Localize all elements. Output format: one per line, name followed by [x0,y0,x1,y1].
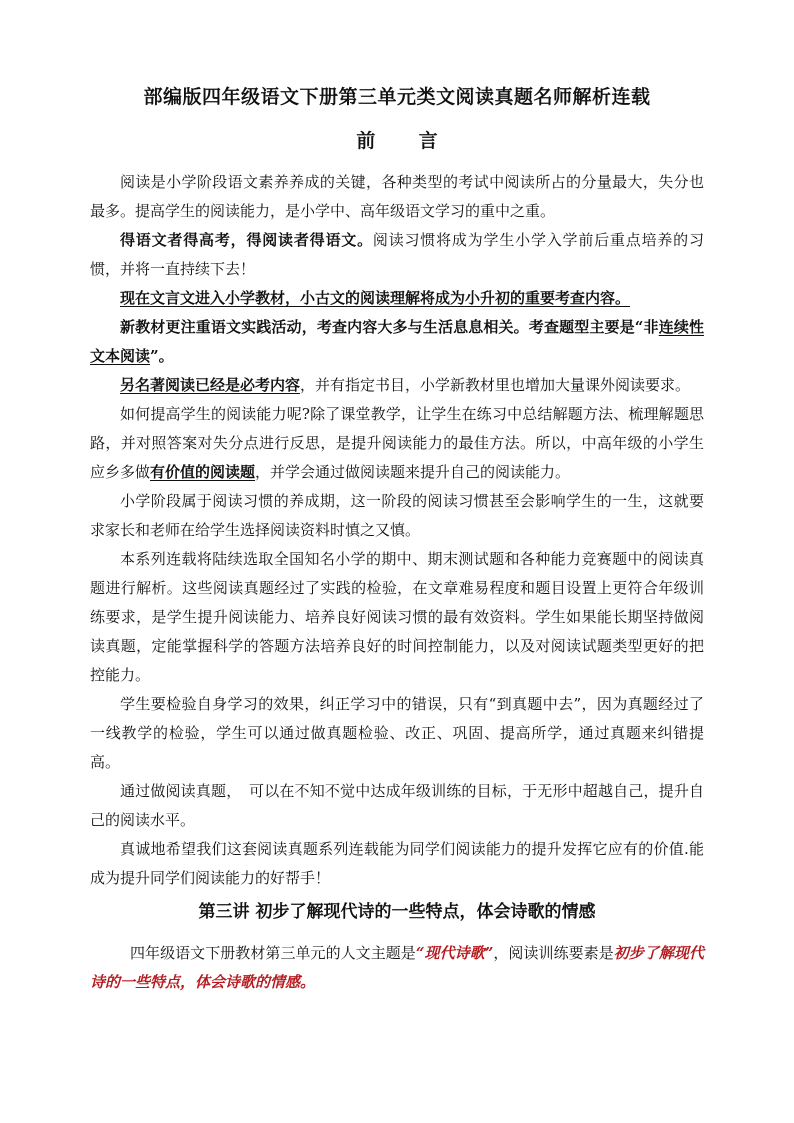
lecture-intro-red-2: 初步了解现代诗的一些特点，体会诗歌的情感。 [90,944,704,991]
paragraph-2-rest: 阅读习惯将成为学生小学入学前后重点培养的习惯，并将一直持续下去！ [90,231,704,278]
paragraph-3: 现在文言文进入小学教材，小古文的阅读理解将成为小升初的重要考查内容。 [120,289,631,307]
paragraph-5 [90,371,704,400]
preface-char-1: 前 [356,130,376,152]
paragraph-4 [90,313,704,371]
paragraph-5-underline: 另名著阅读已经是必考内容 [120,376,301,394]
paragraph-10: 通过做阅读真题， 可以在不知不觉中达成年级训练的目标，于无形中超越自己，提升自己的阅读水平。 [90,782,704,829]
paragraph-6 [90,400,704,487]
paragraph-4-b: ”。 [150,347,174,365]
preface-heading [90,128,704,154]
paragraph-4-underline: 连续性文本阅读 [90,318,704,365]
paragraph-11: 真诚地希望我们这套阅读真题系列连载能为同学们阅读能力的提升发挥它应有的价值.能成为提升同学们阅读能力的好帮手！ [90,840,704,887]
paragraph-9: 学生要检验自身学习的效果，纠正学习中的错误，只有“到真题中去”，因为真题经过了一线教学的检验，学生可以通过做真题检验、改正、巩固、提高所学，通过真题来纠错提高。 [90,695,704,771]
lecture-intro-a: 四年级语文下册教材第三单元的人文主题是 [130,944,416,962]
paragraph-7: 小学阶段属于阅读习惯的养成期，这一阶段的阅读习惯甚至会影响学生的一生，这就要求家长和老师在给学生选择阅读资料时慎之又慎。 [90,492,704,539]
document-page [90,84,704,997]
paragraph-4-a: 新教材更注重语文实践活动，考查内容大多与生活息息相关。考查题型主要是“非 [120,318,659,336]
paragraph-8: 本系列连载将陆续选取全国知名小学的期中、期末测试题和各种能力竞赛题中的阅读真题进行解析。这些阅读真题经过了实践的检验，在文章难易程度和题目设置上更符合年级训练要求，是学生提升阅读能力、培养良好阅读习惯的最有效资料。学生如果能长期坚持做阅读真题，定能掌握科学的答题方法培养良好的时间控制能力，以及对阅读试题类型更好的把控能力。 [90,550,704,684]
lecture-intro-red-1: “现代诗歌” [415,944,494,962]
lecture-intro-b: ，阅读训练要素是 [493,944,614,962]
paragraph-6-b: ，并学会通过做阅读题来提升自己的阅读能力。 [255,463,571,481]
preface-char-2: 言 [418,130,438,152]
paragraph-2 [90,226,704,284]
paragraph-5-rest: ，并有指定书目，小学新教材里也增加大量课外阅读要求。 [300,376,691,394]
document-title: 部编版四年级语文下册第三单元类文阅读真题名师解析连载 [143,86,651,108]
paragraph-1: 阅读是小学阶段语文素养养成的关键，各种类型的考试中阅读所占的分量最大，失分也最多。提高学生的阅读能力，是小学中、高年级语文学习的重中之重。 [90,173,704,220]
paragraph-2-bold: 得语文者得高考，得阅读者得语文。 [120,231,373,249]
lecture-heading: 第三讲 初步了解现代诗的一些特点，体会诗歌的情感 [198,902,596,922]
lecture-intro [90,939,704,997]
paragraph-6-a: 如何提高学生的阅读能力呢?除了课堂教学，让学生在练习中总结解题方法、梳理解题思路，并对照答案对失分点进行反思，是提升阅读能力的最佳方法。所以，中高年级的小学生应乡多做 [90,405,704,481]
paragraph-6-underline: 有价值的阅读题 [150,463,256,481]
